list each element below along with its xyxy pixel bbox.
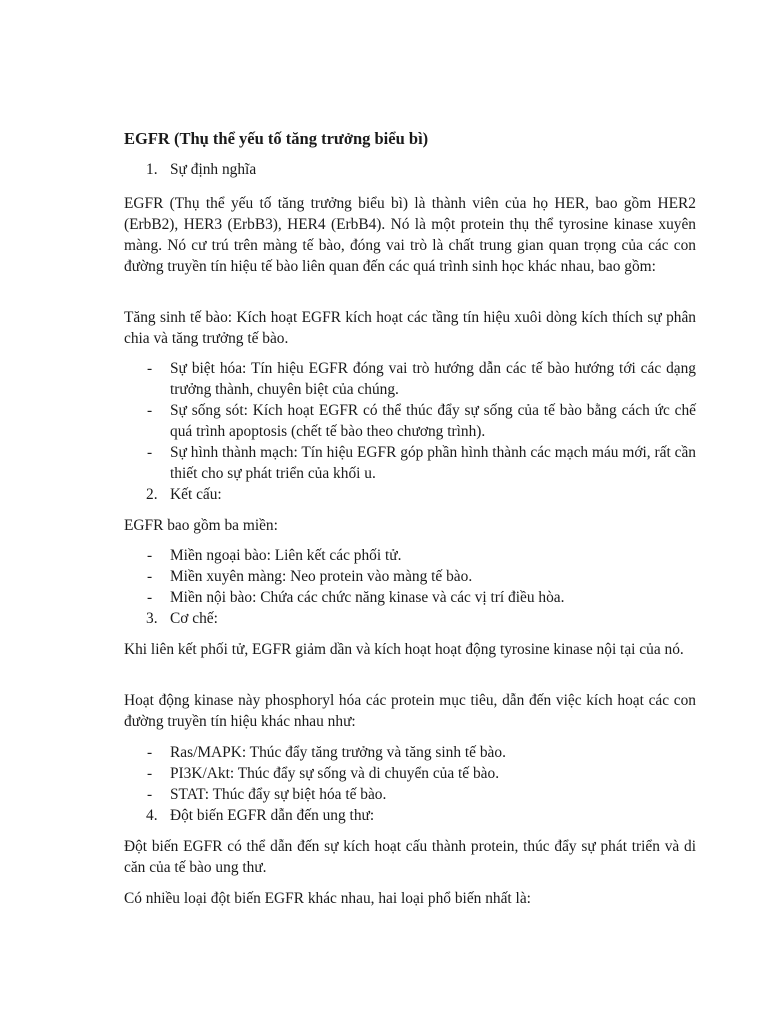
bullet-dash: - (147, 744, 153, 761)
list-item-text: Miền nội bào: Chứa các chức năng kinase và các vị trí điều hòa. (170, 589, 565, 606)
bullet-dash: - (147, 360, 153, 377)
bullet-dash: - (147, 444, 153, 461)
bullet-dash: - (147, 402, 153, 419)
section-number: 3. (146, 610, 158, 627)
bullet-dash: - (147, 589, 153, 606)
paragraph-mutation-effect: Đột biến EGFR có thể dẫn đến sự kích hoạt cấu thành protein, thúc đẩy sự phát triển và di căn của tế bào ung thư. (124, 838, 696, 876)
paragraph-kinase-activity: Hoạt động kinase này phosphoryl hóa các protein mục tiêu, dẫn đến việc kích hoạt các con đường truyền tín hiệu khác nhau như: (124, 692, 696, 730)
paragraph-mutation-types: Có nhiều loại đột biến EGFR khác nhau, hai loại phổ biến nhất là: (124, 890, 531, 907)
section-heading-text: Sự định nghĩa (170, 161, 257, 178)
list-item-text: Miền xuyên màng: Neo protein vào màng tế bào. (170, 568, 473, 585)
document-title: EGFR (Thụ thể yếu tố tăng trưởng biểu bì) (124, 129, 429, 148)
bullet-dash: - (147, 547, 153, 564)
list-item-text: Sự hình thành mạch: Tín hiệu EGFR góp phần hình thành các mạch máu mới, rất cần thiết cho sự phát triển của khối u. (170, 444, 696, 482)
list-item-text: STAT: Thúc đẩy sự biệt hóa tế bào. (170, 786, 387, 803)
paragraph-domains: EGFR bao gồm ba miền: (124, 517, 278, 534)
list-item-text: Sự biệt hóa: Tín hiệu EGFR đóng vai trò hướng dẫn các tế bào hướng tới các dạng trưởng thành, chuyên biệt của chúng. (170, 360, 696, 398)
section-number: 4. (146, 807, 158, 824)
bullet-dash: - (147, 568, 153, 585)
paragraph-ligand-binding: Khi liên kết phối tử, EGFR giảm dần và kích hoạt hoạt động tyrosine kinase nội tại của nó. (124, 641, 684, 658)
section-number: 1. (146, 161, 158, 178)
list-item-text: Miền ngoại bào: Liên kết các phối tử. (170, 547, 402, 564)
list-item-text: Sự sống sót: Kích hoạt EGFR có thể thúc đẩy sự sống của tế bào bằng cách ức chế quá trình apoptosis (chết tế bào theo chương trình). (170, 402, 696, 440)
list-item-text: Ras/MAPK: Thúc đẩy tăng trưởng và tăng sinh tế bào. (170, 744, 506, 761)
bullet-dash: - (147, 765, 153, 782)
section-heading-text: Kết cấu: (170, 486, 222, 503)
section-heading-text: Cơ chế: (170, 610, 218, 627)
section-heading-text: Đột biến EGFR dẫn đến ung thư: (170, 807, 375, 824)
paragraph-egfr-intro: EGFR (Thụ thể yếu tố tăng trưởng biểu bì) là thành viên của họ HER, bao gồm HER2 (ErbB2), HER3 (ErbB3), HER4 (ErbB4). Nó là một protein thụ thể tyrosine kinase xuyên màng. Nó cư trú trên màng tế bào, đóng vai trò là chất trung gian quan trọng của các con đường truyền tín hiệu tế bào liên quan đến các quá trình sinh học khác nhau, bao gồm: (124, 195, 696, 275)
section-number: 2. (146, 486, 158, 503)
paragraph-cell-proliferation: Tăng sinh tế bào: Kích hoạt EGFR kích hoạt các tầng tín hiệu xuôi dòng kích thích sự phân chia và tăng trưởng tế bào. (124, 309, 696, 347)
list-item-text: PI3K/Akt: Thúc đẩy sự sống và di chuyển của tế bào. (170, 765, 500, 782)
bullet-dash: - (147, 786, 153, 803)
